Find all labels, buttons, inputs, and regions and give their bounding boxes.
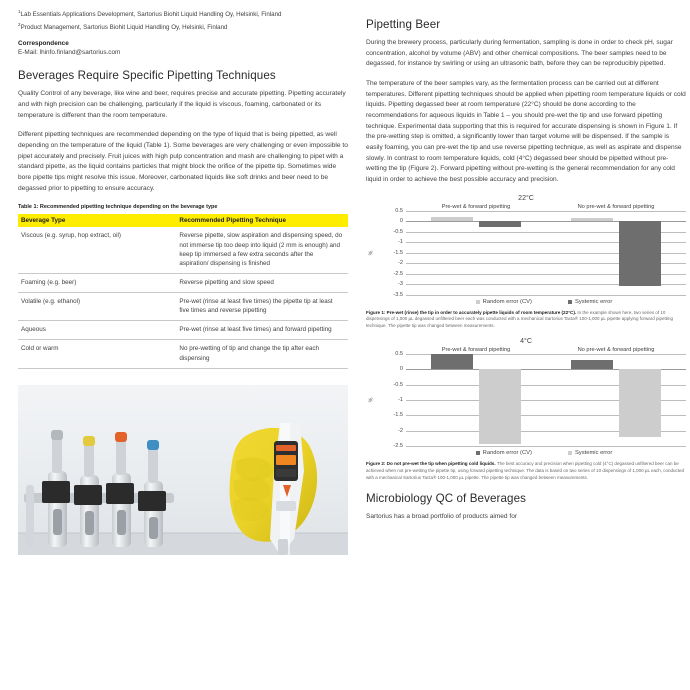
legend-swatch [568,451,572,455]
microbiology-section-title: Microbiology QC of Beverages [366,492,527,506]
chart-y-tick-label: -2 [398,260,403,267]
chart-1-plot-area [406,211,686,295]
legend-label: Systemic error [574,449,613,456]
table-cell-type: Viscous (e.g. syrup, hop extract, oil) [21,232,121,240]
chart-y-tick-label: -2.5 [393,270,403,277]
chart-2-group-labels [406,347,686,353]
legend-label: Systemic error [574,298,613,305]
correspondence-email[interactable]: E-Mail: lhinfo.finland@sartorius.com [18,49,121,57]
table-cell-technique: Reverse pipetting and slow speed [176,273,348,292]
left-paragraph-2: Different pipetting techniques are recommended depending on the type of liquid that is being pipetted, as well depending on the temperature of the liquid (Table 1). Some beverages are very challenging or even impossible to pipet accurately and precisely. Fruit juices with high pulp concentration and mash are challenging to pipet with a standard pipette, as the liquid contains particles that might block the orifice of the pipette tip. Sometimes wide bore pipette tips might resolve this issue. Moreover, carbonated liquids like soft drinks and beer need to be degassed prior to pipetting to ensure accuracy. [18,131,348,192]
chart-1-legend [402,299,686,305]
table-cell-technique: Reverse pipette, slow aspiration and dispensing speed, do not immerse tip too deep into liquid (2 mm is enough) and keep tip immersed a few extra seconds after the aspiration/ dispensing is finished [179,232,343,267]
affiliation-1-text: Lab Essentials Applications Development, Sartorius Biohit Liquid Handling Oy, Helsinki, Finland [20,11,282,19]
legend-swatch [476,300,480,304]
chart-2-y-ticks [376,350,406,449]
table-header-row [18,214,348,227]
chart-1-legend-item-random [476,299,532,305]
left-paragraph-1: Quality Control of any beverage, like wine and beer, requires precise and accurate pipetting. Pipetting accurately and with high precision can be challenging, particularly if the liquid is viscous, foaming, carbonated or its temperature is different than the room temperature. [18,90,346,119]
chart-gridline [406,446,686,447]
chart-1-y-ticks [376,207,406,298]
chart-y-tick-label: 0.5 [395,350,403,357]
figure-1-caption-rest: In the example shown here, two series of 10 dispensings of 1,000 µL degassed unfiltered beer each was conducted with a mechanical Sartorius Tacta® 100-1,000 µL pipette applying forward pipetting technique. The pipette tip was changed between measurements. [366,309,674,329]
chart-1-legend-item-systemic [568,299,612,305]
table-cell-type: Cold or warm [18,340,176,368]
chart-2-y-axis-label: % [367,397,374,403]
beverage-technique-table [18,214,348,368]
legend-swatch [568,300,572,304]
pipette-photo [18,385,348,555]
affiliation-2-marker: 2 [18,21,21,27]
figure-1-caption [366,310,686,330]
chart-y-tick-label: -1 [398,239,403,246]
figure-2-caption-rest: The best accuracy and precision when pipetting cold (4°C) degassed unfiltered beer can be achieved when not pre-wetting the pipette tip, using forward pipetting technique. The data is based on two series of 10 dispensings of 1,000 µL each, conducted with a mechanical Sartorius Tacta® 100-1,000 µL pipette. The pipette tip was changed between measurements. [366,460,685,480]
chart-bar [431,217,473,221]
table-cell-technique: Pre-wet (rinse at least five times) and forward pipetting [176,321,348,340]
right-paragraph-2: The temperature of the beer samples vary, as the fermentation process can be carried out at different temperatures. Different pipetting techniques should be applied when pipetting room temperature liquids or cold liquids. Pipetting degassed beer at room temperature (22°C) should be done according to the recommendations for aqueous liquids in Table 1 – you should pre-wet the tip and use forward pipetting technique. Experimental data supporting that this is required for accurate dispensing is shown in Figure 1. If the pre-wetting step is omitted, a significantly lower than target volume will be dispensed. If the sample is easily foaming, you can pre-wet the tip and use reverse pipetting technique, as well as aspirate and dispense slowly. In contrast to room temperature liquids, cold (4°C) degassed beer should be pipetted without pre-wetting the tip (Figure 2). Forward pipetting without pre-wetting is the general recommendation for any cold liquid in order to achieve the best possible accuracy and precision. [366,79,686,183]
legend-swatch [476,451,480,455]
chart-y-tick-label: -2.5 [393,442,403,449]
table-cell-technique: Pre-wet (rinse at least five times) the pipette tip at least five times and reverse pipetting [176,293,348,321]
affiliation-2-text: Product Management, Sartorius Biohit Liquid Handling Oy, Helsinki, Finland [20,23,228,31]
table-cell-technique: No pre-wetting of tip and change the tip after each dispensing [176,340,348,368]
chart-y-tick-label: -3.5 [393,291,403,298]
chart-gridline [406,295,686,296]
chart-bar [431,354,473,369]
chart-1-plot-row [366,207,686,298]
affiliation-1-marker: 1 [18,9,21,14]
chart-2-title: 4°C [520,337,532,345]
chart-1-y-axis-label: % [367,250,374,255]
microbiology-paragraph: Sartorius has a broad portfolio of products aimed for [366,513,518,521]
chart-2-plot-row [366,350,686,449]
table-cell-type: Volatile (e.g. ethanol) [18,293,176,321]
chart-bar [571,360,613,369]
table-row [18,227,348,273]
right-column [366,8,686,555]
correspondence-heading: Correspondence [18,40,69,48]
table-header-technique: Recommended Pipetting Technique [176,214,348,227]
figure-1-caption-bold: Figure 1: Pre-wet (rinse) the tip in order to accurately pipette liquids of room temperature (22°C). [366,309,577,315]
chart-bar [619,221,661,286]
chart-1-group-labels [406,204,686,210]
chart-2-legend [402,450,686,456]
chart-2-legend-item-systemic [568,450,612,456]
affiliation-1 [18,8,348,20]
figure-1-chart [366,195,686,330]
table-cell-type: Aqueous [18,321,176,340]
table-header-beverage-type: Beverage Type [18,214,176,227]
chart-y-tick-label: -2 [398,427,403,434]
chart-2-group-label-1: Pre-wet & forward pipetting [441,346,511,353]
chart-y-tick-label: 0 [399,218,403,225]
table-row [18,273,348,292]
two-column-layout [18,8,686,555]
legend-label: Random error (CV) [482,298,532,305]
figure-2-chart [366,338,686,481]
chart-y-tick-label: -1.5 [393,249,403,256]
chart-y-tick-label: -1 [398,396,403,403]
right-section-title: Pipetting Beer [366,18,441,31]
left-column [18,8,348,555]
chart-bar [479,369,521,444]
table-row [18,293,348,321]
chart-bar [571,218,613,221]
table-row [18,321,348,340]
chart-bar [479,221,521,227]
chart-y-tick-label: 0.5 [395,207,403,214]
figure-2-caption [366,461,686,481]
chart-y-tick-label: -0.5 [393,228,403,235]
figure-2-caption-bold: Figure 2: Do not pre-wet the tip when pipetting cold liquids. [366,460,496,466]
left-section-title: Beverages Require Specific Pipetting Techniques [18,69,276,83]
chart-1-title: 22°C [518,194,534,202]
chart-y-tick-label: 0 [399,366,403,373]
chart-2-legend-item-random [476,450,532,456]
legend-label: Random error (CV) [482,449,532,456]
chart-y-tick-label: -1.5 [393,412,403,419]
table-row [18,340,348,368]
table-caption: Table 1: Recommended pipetting technique depending on the beverage type [18,204,218,211]
table-cell-type: Foaming (e.g. beer) [18,273,176,292]
chart-2-group-label-2: No pre-wet & forward pipetting [577,346,655,353]
chart-1-group-label-1: Pre-wet & forward pipetting [441,203,511,210]
chart-gridline [406,211,686,212]
right-paragraph-1: During the brewery process, particularly during fermentation, sampling is done in order to check pH, sugar concentration, alcohol by volume (ABV) and other chemical compositions. The beer samples need to be degassed, for instance by swirling or using an ultrasonic bath, before they can be reproducibly pipetted. [366,39,673,68]
chart-y-tick-label: -3 [398,281,403,288]
affiliation-2 [18,21,348,33]
chart-2-plot-area [406,354,686,446]
chart-1-group-label-2: No pre-wet & forward pipetting [577,203,655,210]
pipette-photo-illustration [18,385,348,555]
chart-y-tick-label: -0.5 [393,381,403,388]
chart-bar [619,369,661,436]
